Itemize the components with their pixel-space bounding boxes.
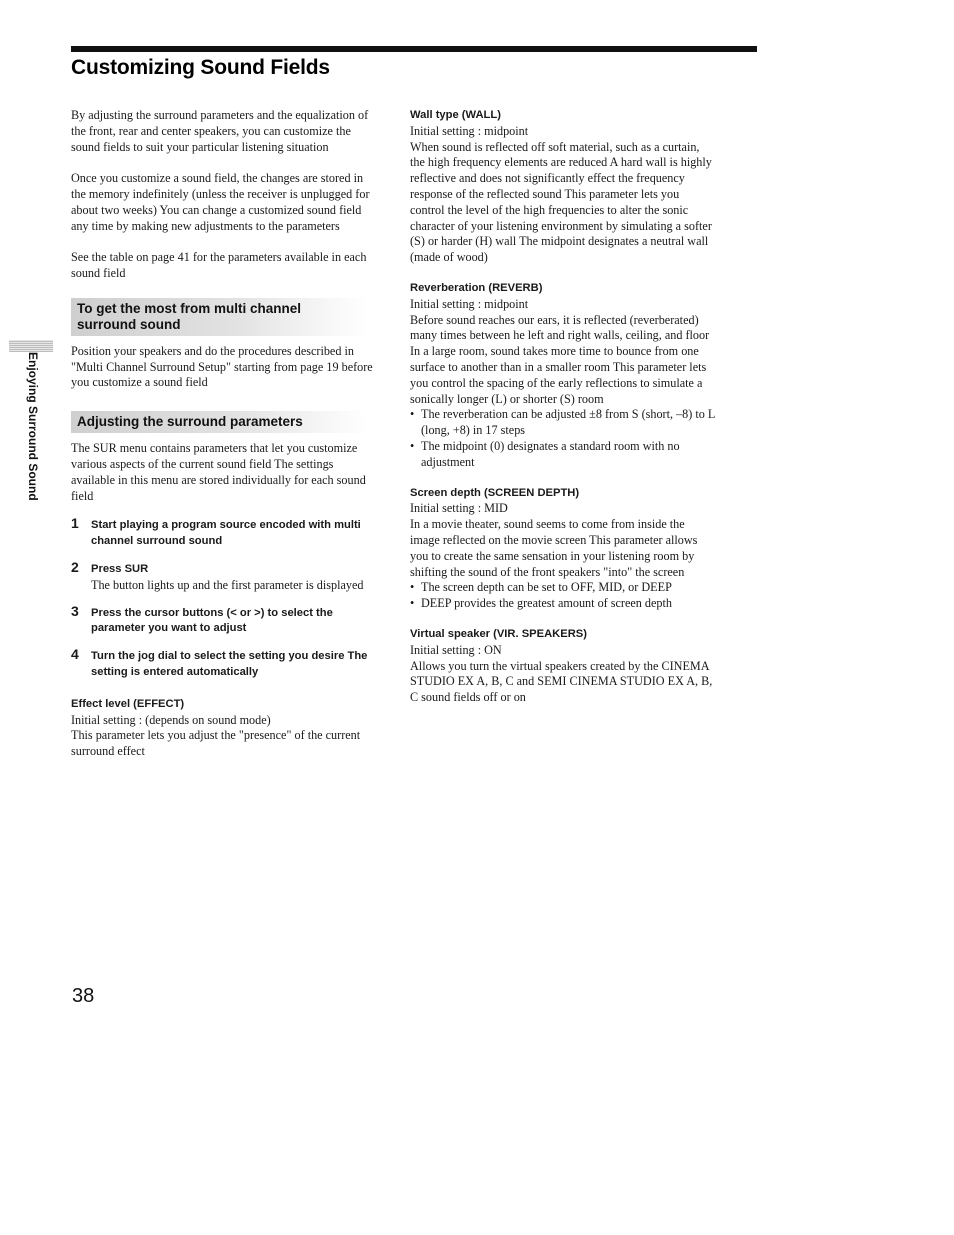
step-item <box>71 515 376 550</box>
step-item <box>71 646 376 681</box>
bullet-list <box>410 407 715 470</box>
parameter-description: In a movie theater, sound seems to come from inside the image reflected on the movie screen This parameter allows you to create the same sensation in your listening room by shifting the sound of the front speakers "into" the screen <box>410 517 698 579</box>
parameter-heading: Reverberation (REVERB) <box>410 281 543 294</box>
left-column <box>71 108 376 775</box>
initial-setting: Initial setting : ON <box>410 642 502 657</box>
page-title: Customizing Sound Fields <box>71 56 330 79</box>
parameter-description: When sound is reflected off soft material, such as a curtain, the high frequency elements are reduced A hard wall is highly reflective and does not significantly effect the frequency response of the reflected sound This parameter lets you control the level of the high frequencies to alter the sonic character of your listening environment by simulating a softer (S) or harder (H) wall The midpoint designates a neutral wall (made of wood) <box>410 139 712 265</box>
initial-setting: Initial setting : midpoint <box>410 296 529 311</box>
step-title: Start playing a program source encoded with multi channel surround sound <box>91 519 361 548</box>
initial-setting: Initial setting : (depends on sound mode) <box>71 712 271 727</box>
side-tab-label: Enjoying Surround Sound <box>26 352 40 501</box>
right-column <box>410 108 715 721</box>
section-heading-line: To get the most from multi channel <box>77 300 302 316</box>
reverberation-section <box>410 281 715 471</box>
step-title: Press SUR <box>91 562 149 575</box>
step-number: 1 <box>71 515 79 532</box>
section-body: The SUR menu contains parameters that let you customize various aspects of the current sound field The settings available in this menu are stored individually for each sound field <box>71 441 366 503</box>
initial-setting: Initial setting : midpoint <box>410 123 529 138</box>
section-heading: Adjusting the surround parameters <box>77 414 303 430</box>
intro-paragraph: By adjusting the surround parameters and the equalization of the front, rear and center speakers, you can customize the sound fields to suit your particular listening situation <box>71 108 369 154</box>
initial-setting: Initial setting : MID <box>410 501 508 516</box>
step-description: The button lights up and the first parameter is displayed <box>91 577 364 592</box>
section-banner-surround-parameters <box>71 411 368 433</box>
section-body: Position your speakers and do the procedures described in "Multi Channel Surround Setup" starting from page 19 before you customize a sound field <box>71 343 373 390</box>
header-rule <box>71 46 757 52</box>
bullet-item: • The reverberation can be adjusted ±8 from S (short, –8) to L (long, +8) in 17 steps <box>410 407 715 439</box>
parameter-description: Allows you turn the virtual speakers created by the CINEMA STUDIO EX A, B, C and SEMI CINEMA STUDIO EX A, B, C sound fields off or on <box>410 658 713 705</box>
intro-paragraph: Once you customize a sound field, the changes are stored in the memory indefinitely (unless the receiver is unplugged for about two weeks) You can change a customized sound field any time by making new adjustments to the parameters <box>71 171 370 233</box>
bullet-item: • The midpoint (0) designates a standard room with no adjustment <box>410 439 715 471</box>
effect-level-section <box>71 697 376 760</box>
bullet-list <box>410 580 715 612</box>
parameter-description: This parameter lets you adjust the "presence" of the current surround effect <box>71 728 361 759</box>
side-tab-marker <box>9 340 53 352</box>
section-banner-multichannel <box>71 298 368 336</box>
section-heading-line: surround sound <box>77 316 181 332</box>
step-item <box>71 558 376 594</box>
screen-depth-section <box>410 486 715 612</box>
page-number: 38 <box>72 985 95 1007</box>
parameter-description: Before sound reaches our ears, it is reflected (reverberated) many times between he left and right walls, ceiling, and floor In a large room, sound takes more time to bounce from one surface to another than in a smaller room This parameter lets you control the spacing of the early reflections to simulate a sonically longer (L) or shorter (S) room <box>410 312 710 406</box>
bullet-item: • The screen depth can be set to OFF, MID, or DEEP <box>410 580 715 596</box>
step-title: Press the cursor buttons (< or >) to select the parameter you want to adjust <box>91 606 333 635</box>
parameter-heading: Virtual speaker (VIR. SPEAKERS) <box>410 627 587 640</box>
parameter-heading: Screen depth (SCREEN DEPTH) <box>410 486 580 499</box>
wall-type-section <box>410 108 715 266</box>
parameter-heading: Effect level (EFFECT) <box>71 697 185 710</box>
step-number: 4 <box>71 646 79 663</box>
bullet-item: • DEEP provides the greatest amount of screen depth <box>410 596 715 612</box>
intro-paragraph: See the table on page 41 for the parameters available in each sound field <box>71 250 367 280</box>
parameter-heading: Wall type (WALL) <box>410 109 501 121</box>
step-title: Turn the jog dial to select the setting you desire The setting is entered automatically <box>91 650 368 678</box>
step-number: 2 <box>71 558 79 575</box>
step-item <box>71 602 376 638</box>
step-number: 3 <box>71 602 79 619</box>
virtual-speaker-section <box>410 627 715 706</box>
